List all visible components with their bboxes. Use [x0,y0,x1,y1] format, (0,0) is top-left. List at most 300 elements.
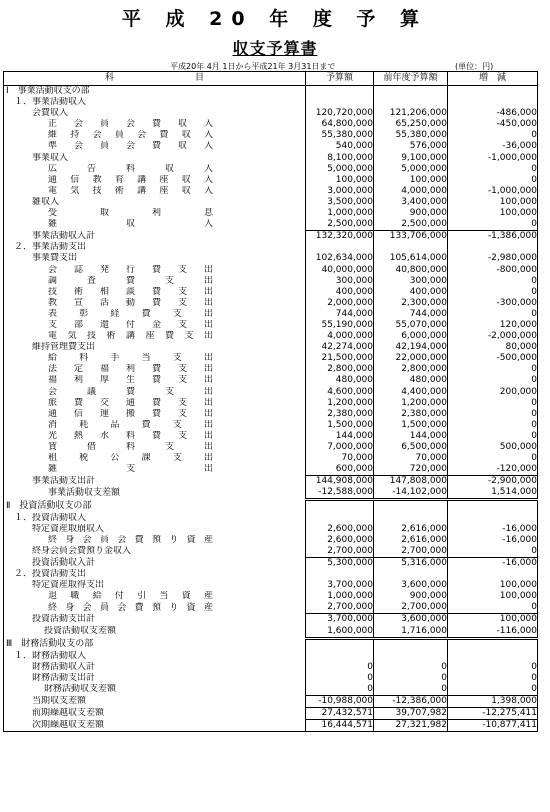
item-cell [4,175,306,186]
budget-cell: 4,000,000 [306,331,374,342]
table-row [4,569,538,580]
budget-cell: 600,000 [306,464,374,476]
budget-cell: 3,500,000 [306,197,374,208]
prev-cell [374,569,448,580]
item-label: 雑収入 [48,219,213,230]
diff-cell: 0 [448,673,538,684]
prev-cell: 576,000 [374,141,448,152]
item-label: 受取利息 [48,208,213,219]
item-label: 通信運搬費支出 [48,408,213,419]
item-cell [4,409,306,420]
table-row [4,375,538,386]
item-label: 会誌発行費支出 [48,264,213,275]
diff-cell: 0 [448,453,538,464]
prev-cell: 720,000 [374,464,448,476]
diff-cell: -1,000,000 [448,186,538,197]
item-label: 特定資産取得支出 [32,580,105,591]
table-row [4,398,538,409]
budget-cell: 132,320,000 [306,231,374,243]
item-label: 終身会員会費預り資産 [48,534,213,545]
budget-cell: 1,600,000 [306,626,374,639]
diff-cell: 200,000 [448,387,538,398]
budget-cell: 400,000 [306,287,374,298]
budget-cell: 0 [306,673,374,684]
item-cell [4,546,306,558]
diff-cell: -300,000 [448,298,538,309]
diff-cell [448,513,538,524]
prev-cell: 65,250,000 [374,119,448,130]
diff-cell: 100,000 [448,580,538,591]
prev-cell: 900,000 [374,591,448,602]
table-row [4,141,538,152]
item-label: 事業収入 [32,152,69,163]
table-row [4,320,538,331]
prev-cell: 900,000 [374,208,448,219]
table-row [4,153,538,164]
item-label: ２．事業活動支出 [14,242,87,253]
item-label: 退職給付引当資産 [48,591,213,602]
budget-cell: 540,000 [306,141,374,152]
budget-cell: 1,500,000 [306,420,374,431]
page-title: 平 成 20 年 度 予 算 [121,8,429,30]
diff-cell: 100,000 [448,197,538,208]
item-label: 教宣活動費支出 [48,297,213,308]
budget-cell: 3,000,000 [306,186,374,197]
item-cell [4,119,306,130]
diff-cell: -16,000 [448,524,538,535]
diff-cell: 100,000 [448,614,538,626]
prev-cell: 6,000,000 [374,331,448,342]
item-label: 表彰経費支出 [48,308,213,319]
budget-cell [306,242,374,253]
prev-cell: 2,616,000 [374,524,448,535]
budget-cell: 64,800,000 [306,119,374,130]
budget-cell [306,97,374,108]
budget-cell [306,569,374,580]
table-row [4,342,538,353]
budget-cell: 5,300,000 [306,557,374,569]
budget-cell: 7,000,000 [306,442,374,453]
table-row [4,287,538,298]
table-row [4,708,538,720]
table-row [4,591,538,602]
item-cell [4,696,306,708]
diff-cell: -36,000 [448,141,538,152]
item-label: １．事業活動収入 [14,97,87,108]
budget-cell: 480,000 [306,375,374,386]
item-label: 当期収支差額 [32,696,87,707]
table-row [4,208,538,219]
prev-cell: 2,700,000 [374,602,448,614]
table-row [4,108,538,119]
item-cell [4,86,306,98]
diff-cell [448,569,538,580]
item-cell [4,442,306,453]
diff-cell: 0 [448,398,538,409]
item-cell [4,638,306,651]
table-row [4,86,538,98]
item-cell [4,398,306,409]
item-label: 賃借料支出 [48,442,213,452]
item-label: 租税公課支出 [48,453,213,464]
item-cell [4,197,306,208]
budget-table [3,71,538,732]
prev-cell: 0 [374,673,448,684]
budget-cell: 144,000 [306,431,374,442]
item-cell [4,513,306,524]
budget-cell: 120,720,000 [306,108,374,119]
budget-cell: 8,100,000 [306,153,374,164]
diff-cell: 0 [448,409,538,420]
prev-cell: -14,102,000 [374,487,448,500]
diff-cell: -500,000 [448,353,538,364]
prev-cell: 2,700,000 [374,546,448,558]
prev-cell: 100,000 [374,175,448,186]
item-label: 給料手当支出 [48,353,213,364]
budget-cell: 5,000,000 [306,164,374,175]
table-row [4,431,538,442]
item-label: 財務活動支出計 [32,672,96,683]
diff-cell: -12,275,411 [448,708,538,720]
budget-cell: 2,000,000 [306,298,374,309]
item-cell [4,557,306,569]
item-label: 維持会員会費収入 [48,130,213,141]
diff-cell: -116,000 [448,626,538,639]
table-row [4,442,538,453]
item-label: 投資活動支出計 [32,614,96,625]
table-row [4,130,538,141]
table-row [4,387,538,398]
diff-cell: 0 [448,364,538,375]
diff-cell: -450,000 [448,119,538,130]
item-cell [4,487,306,500]
prev-cell: 55,380,000 [374,130,448,141]
budget-cell: 0 [306,684,374,696]
budget-cell: 4,600,000 [306,387,374,398]
table-row [4,186,538,197]
item-label: 福利厚生費支出 [48,375,213,386]
item-cell [4,97,306,108]
prev-cell: 1,716,000 [374,626,448,639]
prev-cell: 1,200,000 [374,398,448,409]
budget-cell: 2,800,000 [306,364,374,375]
budget-cell: 55,380,000 [306,130,374,141]
diff-cell [448,86,538,98]
table-row [4,242,538,253]
prev-cell: 2,800,000 [374,364,448,375]
item-cell [4,387,306,398]
prev-cell: 147,808,000 [374,476,448,488]
budget-cell: 27,432,571 [306,708,374,720]
table-row [4,219,538,231]
diff-cell: -10,877,411 [448,720,538,732]
diff-cell: 100,000 [448,208,538,219]
table-row [4,265,538,276]
prev-cell: 70,000 [374,453,448,464]
diff-cell: 0 [448,684,538,696]
table-row [4,409,538,420]
item-cell [4,153,306,164]
table-row [4,97,538,108]
item-cell [4,208,306,219]
prev-cell: 2,616,000 [374,535,448,546]
item-label: 事業活動支出計 [32,476,96,487]
item-cell [4,253,306,264]
diff-cell: -486,000 [448,108,538,119]
budget-cell: 2,600,000 [306,535,374,546]
table-row [4,662,538,673]
budget-cell: 1,000,000 [306,591,374,602]
item-label: 雑支出 [48,464,213,475]
table-row [4,364,538,375]
item-label: 準会員会費収入 [48,141,213,152]
item-label: 投資活動収支差額 [44,626,117,637]
table-row [4,638,538,651]
header-diff: 増 減 [448,72,538,86]
table-row [4,453,538,464]
diff-cell: -800,000 [448,265,538,276]
item-cell [4,298,306,309]
budget-cell: 102,634,000 [306,253,374,264]
diff-cell: 500,000 [448,442,538,453]
table-row [4,231,538,243]
prev-cell: 1,500,000 [374,420,448,431]
prev-cell: 400,000 [374,287,448,298]
budget-cell: 1,000,000 [306,208,374,219]
item-cell [4,602,306,614]
prev-cell: 2,300,000 [374,298,448,309]
budget-cell: 2,380,000 [306,409,374,420]
diff-cell: 0 [448,130,538,141]
diff-cell: 0 [448,602,538,614]
item-cell [4,569,306,580]
item-cell [4,342,306,353]
item-cell [4,265,306,276]
table-row [4,614,538,626]
budget-cell: 744,000 [306,309,374,320]
prev-cell: 133,706,000 [374,231,448,243]
prev-cell [374,513,448,524]
item-label: Ⅲ 財務活動収支の部 [6,638,94,649]
table-row [4,353,538,364]
prev-cell: 144,000 [374,431,448,442]
item-label: 雑収入 [32,196,60,207]
item-label: 前期繰越収支差額 [32,708,105,719]
document-subtitle: 収支予算書 [232,39,318,58]
diff-cell: 0 [448,164,538,175]
diff-cell: 0 [448,309,538,320]
prev-cell: 5,316,000 [374,557,448,569]
item-cell [4,720,306,732]
item-cell [4,476,306,488]
prev-cell: 480,000 [374,375,448,386]
diff-cell: -16,000 [448,535,538,546]
diff-cell [448,500,538,513]
prev-cell: 55,070,000 [374,320,448,331]
table-header-row [4,72,538,86]
item-cell [4,219,306,231]
item-label: 財務活動収支差額 [44,684,117,695]
budget-cell: 1,200,000 [306,398,374,409]
budget-cell: 144,908,000 [306,476,374,488]
prev-cell: 4,400,000 [374,387,448,398]
item-label: 支部還付金支出 [48,319,213,330]
item-cell [4,626,306,639]
table-row [4,651,538,662]
item-cell [4,524,306,535]
table-row [4,673,538,684]
item-cell [4,708,306,720]
budget-cell: 16,444,571 [306,720,374,732]
budget-cell: 21,500,000 [306,353,374,364]
table-row [4,580,538,591]
budget-cell: 3,700,000 [306,614,374,626]
table-row [4,546,538,558]
period-text: 平成20年 4月 1日から平成21年 3月31日まで [170,62,336,71]
item-cell [4,130,306,141]
prev-cell: 3,600,000 [374,580,448,591]
diff-cell: -1,000,000 [448,153,538,164]
budget-cell: -12,588,000 [306,487,374,500]
table-row [4,298,538,309]
item-label: 調査費支出 [48,275,213,286]
diff-cell: 0 [448,175,538,186]
table-row [4,535,538,546]
diff-cell: 0 [448,276,538,287]
item-cell [4,420,306,431]
table-row [4,276,538,287]
header-prev: 前年度予算額 [374,72,448,86]
diff-cell: 1,398,000 [448,696,538,708]
table-row [4,197,538,208]
item-label: ２．投資活動支出 [14,569,87,580]
table-row [4,175,538,186]
budget-cell: 100,000 [306,175,374,186]
table-row [4,164,538,175]
diff-cell: 1,514,000 [448,487,538,500]
diff-cell: 100,000 [448,591,538,602]
item-cell [4,141,306,152]
budget-cell: 2,700,000 [306,602,374,614]
prev-cell: 3,600,000 [374,614,448,626]
diff-cell: 0 [448,546,538,558]
diff-cell: 0 [448,420,538,431]
item-label: 特定資産取崩収入 [32,523,105,534]
diff-cell: 0 [448,431,538,442]
prev-cell: 121,206,000 [374,108,448,119]
budget-cell: 300,000 [306,276,374,287]
prev-cell: 0 [374,662,448,673]
diff-cell [448,651,538,662]
item-cell [4,614,306,626]
budget-cell [306,638,374,651]
budget-cell: 0 [306,662,374,673]
budget-cell: 3,700,000 [306,580,374,591]
table-row [4,524,538,535]
budget-cell: -10,988,000 [306,696,374,708]
item-cell [4,500,306,513]
prev-cell: 40,800,000 [374,265,448,276]
item-label: Ⅰ 事業活動収支の部 [6,86,90,96]
item-cell [4,662,306,673]
item-label: 電気技術講座費支出 [48,331,213,342]
prev-cell [374,97,448,108]
item-cell [4,108,306,119]
item-cell [4,320,306,331]
item-cell [4,651,306,662]
budget-cell: 40,000,000 [306,265,374,276]
item-cell [4,364,306,375]
diff-cell: 0 [448,375,538,386]
item-label: 法定福利費支出 [48,364,213,375]
item-label: 投資活動収入計 [32,557,96,568]
prev-cell: 3,400,000 [374,197,448,208]
prev-cell: -12,386,000 [374,696,448,708]
prev-cell: 5,000,000 [374,164,448,175]
diff-cell: 80,000 [448,342,538,353]
item-cell [4,231,306,243]
item-label: 会費収入 [32,108,69,119]
prev-cell: 27,321,982 [374,720,448,732]
item-label: 財務活動収入計 [32,661,96,672]
budget-cell: 2,500,000 [306,219,374,231]
prev-cell: 2,380,000 [374,409,448,420]
item-cell [4,353,306,364]
prev-cell: 39,707,982 [374,708,448,720]
item-cell [4,591,306,602]
diff-cell [448,97,538,108]
table-row [4,119,538,130]
prev-cell: 42,194,000 [374,342,448,353]
prev-cell [374,86,448,98]
table-row [4,253,538,264]
diff-cell [448,242,538,253]
item-label: 事業活動収支差額 [48,488,121,499]
item-label: 維持管理費支出 [32,342,96,353]
budget-cell: 2,600,000 [306,524,374,535]
prev-cell [374,651,448,662]
budget-cell: 55,190,000 [306,320,374,331]
item-cell [4,242,306,253]
budget-cell: 2,700,000 [306,546,374,558]
item-cell [4,535,306,546]
diff-cell: 120,000 [448,320,538,331]
table-row [4,602,538,614]
item-label: 技術相談費支出 [48,286,213,297]
table-row [4,309,538,320]
table-row [4,557,538,569]
diff-cell: 0 [448,219,538,231]
prev-cell: 300,000 [374,276,448,287]
budget-cell [306,513,374,524]
table-row [4,420,538,431]
item-cell [4,684,306,696]
prev-cell: 22,000,000 [374,353,448,364]
unit-text: (単位：円) [455,62,494,71]
item-label: 光熱水料費支出 [48,430,213,441]
item-label: １．財務活動収入 [14,650,87,661]
prev-cell: 6,500,000 [374,442,448,453]
item-label: 通信教育講座収入 [48,174,213,185]
table-row [4,500,538,513]
item-cell [4,431,306,442]
item-label: １．投資活動収入 [14,512,87,523]
budget-cell [306,86,374,98]
item-cell [4,309,306,320]
diff-cell: 0 [448,287,538,298]
item-label: Ⅱ 投資活動収支の部 [6,500,92,511]
table-row [4,513,538,524]
